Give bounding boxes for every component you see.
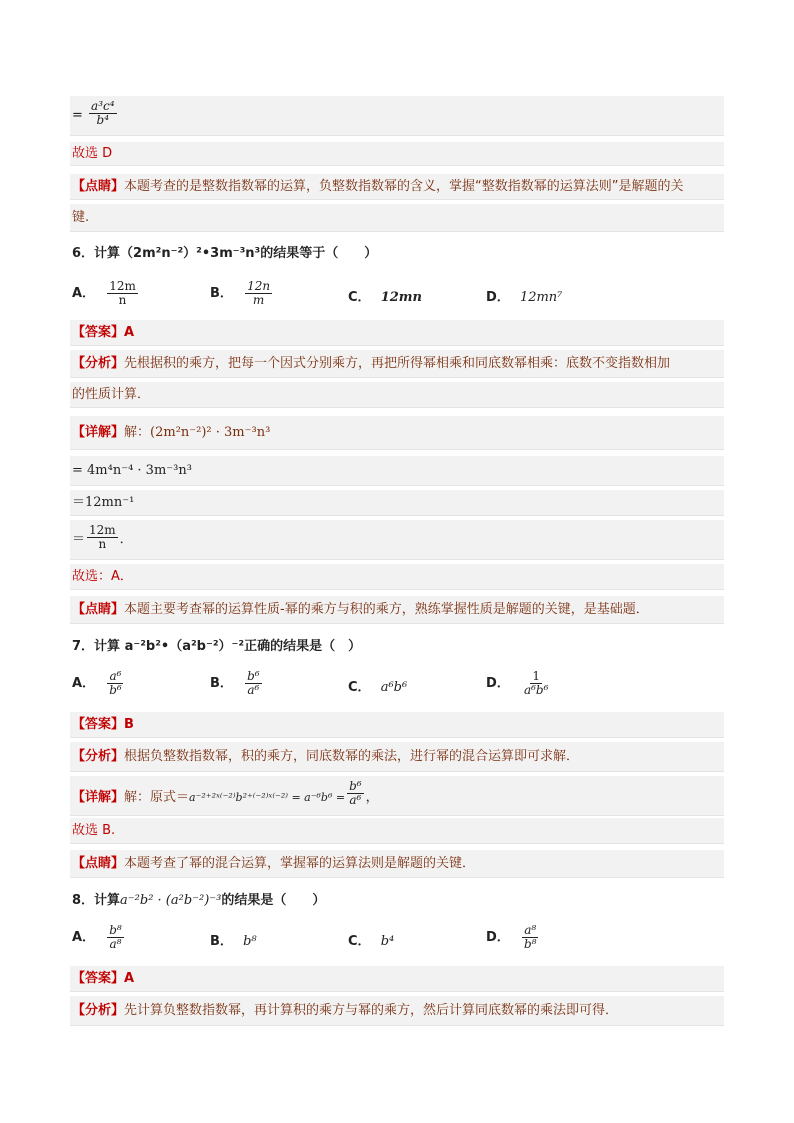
fraction-denominator: a⁶b⁶ bbox=[523, 683, 549, 697]
detail-text: 解： bbox=[124, 425, 151, 440]
note-line-cont bbox=[70, 204, 724, 232]
note-text-cont: 键. bbox=[72, 210, 90, 225]
note-line bbox=[70, 596, 724, 624]
note-text: 本题主要考查幂的运算性质-幂的乘方与积的乘方，熟练掌握性质是解题的关键，是基础题． bbox=[124, 602, 649, 617]
choice-line bbox=[70, 818, 724, 844]
option-d bbox=[486, 670, 552, 697]
option-value: 12mn bbox=[380, 290, 422, 305]
note-text: 本题考查的是整数指数幂的运算，负整数指数幂的含义，掌握“整数指数幂的运算法则”是解题的关 bbox=[124, 179, 684, 194]
question-6-stem bbox=[70, 244, 724, 266]
note-line bbox=[70, 174, 724, 200]
option-fraction bbox=[107, 924, 124, 951]
note-text: 本题考查了幂的混合运算，掌握幂的运算法则是解题的关键． bbox=[124, 856, 476, 871]
step-expression: = 4m⁴n⁻⁴ · 3m⁻³n³ bbox=[72, 463, 192, 478]
option-label: B． bbox=[210, 934, 233, 949]
fraction-denominator: b⁸ bbox=[523, 937, 537, 951]
analysis-line-cont bbox=[70, 382, 724, 408]
option-b bbox=[210, 670, 264, 697]
analysis-tag: 【分析】 bbox=[72, 356, 125, 371]
fraction-denominator: m bbox=[252, 293, 265, 307]
question-expression: a⁻²b² · (a²b⁻²)⁻³ bbox=[120, 893, 222, 908]
detail-line bbox=[70, 776, 724, 816]
question-8-options bbox=[70, 924, 724, 960]
analysis-text-cont: 的性质计算． bbox=[72, 387, 151, 402]
detail-expression: a⁻²⁺²ˣ⁽⁻²⁾b²⁺⁽⁻²⁾ˣ⁽⁻²⁾ = a⁻⁶b⁶ = bbox=[189, 791, 346, 804]
answer-tag: 【答案】 bbox=[72, 325, 125, 340]
result-line bbox=[70, 96, 724, 136]
option-label: C． bbox=[348, 680, 371, 695]
analysis-text: 先根据积的乘方，把每一个因式分别乘方，再把所得幂相乘和同底数幂相乘：底数不变指数相加 bbox=[124, 356, 671, 371]
note-tag: 【点睛】 bbox=[72, 179, 125, 194]
option-a bbox=[72, 670, 126, 697]
fraction-numerator: a⁸ bbox=[524, 923, 537, 937]
answer-value: A bbox=[124, 325, 135, 340]
choice-line bbox=[70, 142, 724, 166]
option-fraction bbox=[107, 280, 138, 307]
option-a bbox=[72, 280, 140, 307]
option-value: 12mn⁷ bbox=[519, 290, 563, 305]
option-label: D． bbox=[486, 290, 510, 305]
answer-tag: 【答案】 bbox=[72, 717, 125, 732]
question-6-options bbox=[70, 280, 724, 316]
option-label: B． bbox=[210, 676, 233, 691]
analysis-line bbox=[70, 996, 724, 1026]
note-line bbox=[70, 850, 724, 878]
fraction-numerator: 12n bbox=[247, 279, 271, 293]
fraction-denominator: b⁴ bbox=[96, 113, 110, 127]
answer-value: B bbox=[124, 717, 134, 732]
question-text: 8．计算 bbox=[72, 893, 121, 908]
step-expression: ＝12mn⁻¹ bbox=[72, 495, 135, 510]
step-fraction bbox=[87, 524, 118, 551]
question-text-end: 的结果是（ ） bbox=[221, 893, 326, 908]
option-c bbox=[348, 288, 422, 308]
answer-value: A bbox=[124, 971, 135, 986]
analysis-text: 先计算负整数指数幂，再计算积的乘方与幂的乘方，然后计算同底数幂的乘法即可得． bbox=[124, 1003, 619, 1018]
option-fraction bbox=[107, 670, 124, 697]
answer-line bbox=[70, 712, 724, 738]
option-fraction bbox=[245, 280, 272, 307]
detail-tag: 【详解】 bbox=[72, 790, 125, 805]
option-b bbox=[210, 932, 257, 952]
fraction-numerator: b⁶ bbox=[247, 669, 260, 683]
fraction-denominator: n bbox=[118, 293, 127, 307]
detail-line bbox=[70, 416, 724, 450]
choice-text: 故选：A． bbox=[72, 569, 133, 584]
option-d bbox=[486, 924, 540, 951]
detail-expression: (2m²n⁻²)² · 3m⁻³n³ bbox=[150, 425, 271, 440]
fraction-numerator: a³c⁴ bbox=[91, 99, 115, 113]
fraction-denominator: a⁶ bbox=[247, 683, 260, 697]
fraction-numerator: a⁶ bbox=[109, 669, 122, 683]
analysis-tag: 【分析】 bbox=[72, 1003, 125, 1018]
option-label: C． bbox=[348, 290, 371, 305]
option-label: A． bbox=[72, 286, 96, 301]
option-d bbox=[486, 288, 562, 308]
step-line-1 bbox=[70, 456, 724, 486]
option-label: C． bbox=[348, 934, 371, 949]
fraction-numerator: 1 bbox=[532, 669, 540, 683]
equals-sign: = bbox=[72, 108, 83, 123]
option-value: a⁶b⁶ bbox=[380, 680, 408, 695]
answer-line bbox=[70, 320, 724, 346]
option-label: D． bbox=[486, 930, 510, 945]
question-8-stem bbox=[70, 889, 724, 913]
period: ． bbox=[119, 532, 133, 547]
fraction-denominator: a⁸ bbox=[109, 937, 122, 951]
fraction-numerator: b⁶ bbox=[349, 779, 362, 793]
fraction-numerator: 12m bbox=[89, 523, 116, 537]
question-7-stem bbox=[70, 637, 724, 659]
option-b bbox=[210, 280, 274, 307]
analysis-line bbox=[70, 742, 724, 772]
option-fraction bbox=[522, 924, 539, 951]
option-label: A． bbox=[72, 676, 96, 691]
fraction-numerator: b⁸ bbox=[109, 923, 122, 937]
choice-text: 故选 D bbox=[72, 146, 113, 161]
step-line-3 bbox=[70, 520, 724, 560]
answer-line bbox=[70, 966, 724, 992]
question-text: 7．计算 a⁻²b²•（a²b⁻²）⁻²正确的结果是（ ） bbox=[72, 639, 362, 654]
analysis-text: 根据负整数指数幂，积的乘方，同底数幂的乘法，进行幂的混合运算即可求解． bbox=[124, 749, 580, 764]
step-line-2 bbox=[70, 490, 724, 516]
option-fraction bbox=[522, 670, 550, 697]
question-text: 6．计算（2m²n⁻²）²•3m⁻³n³的结果等于（ ） bbox=[72, 246, 378, 261]
question-7-options bbox=[70, 670, 724, 706]
fraction-numerator: 12m bbox=[109, 279, 136, 293]
note-tag: 【点睛】 bbox=[72, 602, 125, 617]
option-c bbox=[348, 678, 407, 698]
fraction-denominator: n bbox=[98, 537, 107, 551]
detail-text: 解：原式＝ bbox=[124, 790, 190, 805]
choice-line bbox=[70, 564, 724, 590]
option-value: b⁴ bbox=[380, 934, 395, 949]
option-value: b⁸ bbox=[243, 934, 257, 949]
choice-text: 故选 B. bbox=[72, 823, 116, 838]
comma: ， bbox=[365, 790, 379, 805]
detail-fraction bbox=[347, 780, 364, 807]
option-a bbox=[72, 924, 126, 951]
option-label: A． bbox=[72, 930, 96, 945]
fraction-denominator: b⁶ bbox=[109, 683, 122, 697]
option-label: B． bbox=[210, 286, 233, 301]
result-fraction bbox=[89, 100, 117, 127]
analysis-line bbox=[70, 350, 724, 378]
answer-tag: 【答案】 bbox=[72, 971, 125, 986]
detail-tag: 【详解】 bbox=[72, 425, 125, 440]
option-c bbox=[348, 932, 394, 952]
option-label: D． bbox=[486, 676, 510, 691]
option-fraction bbox=[245, 670, 262, 697]
analysis-tag: 【分析】 bbox=[72, 749, 125, 764]
equals-sign: ＝ bbox=[72, 532, 86, 547]
note-tag: 【点睛】 bbox=[72, 856, 125, 871]
fraction-denominator: a⁶ bbox=[349, 793, 362, 807]
